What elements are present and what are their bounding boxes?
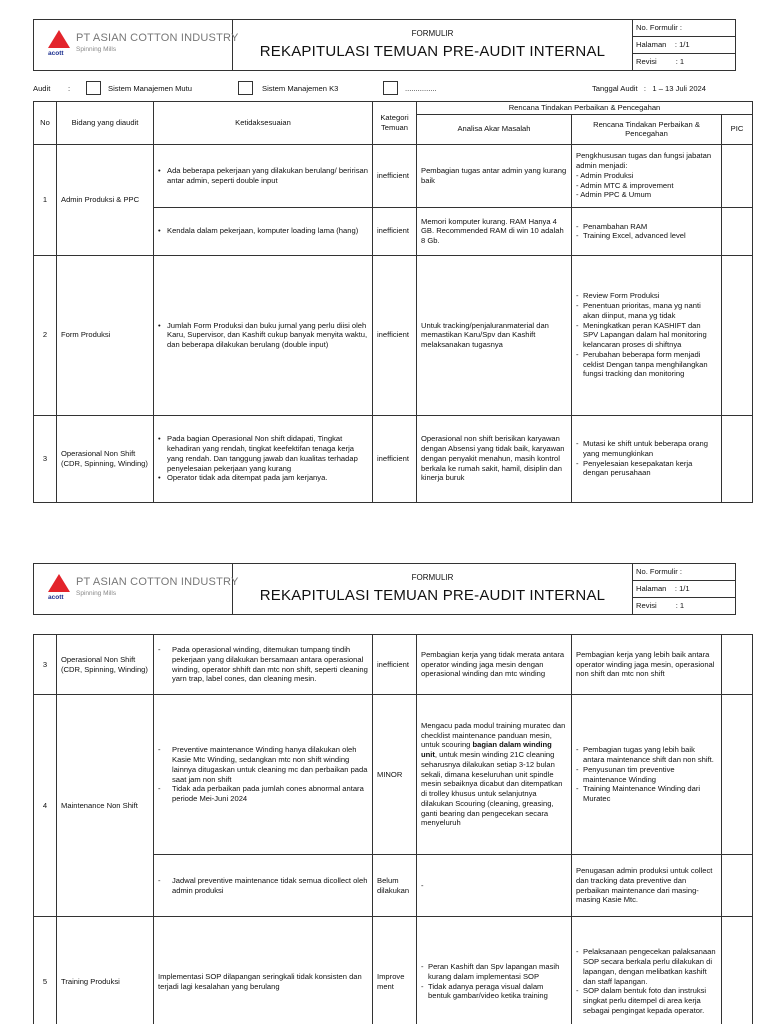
row-bidang: Operasional Non Shift (CDR, Spinning, Winding) — [57, 635, 154, 695]
row-analisa: Operasional non shift berisikan karyawan dengan Absensi yang tidak baik, karyawan dengan penyakit menahun, masih kontrol berkala ke rumah sakit, hamil, disiplin dan kinerja buruk — [417, 415, 572, 502]
table-row — [34, 415, 753, 502]
row-rencana — [572, 207, 722, 255]
list-item: - Training Excel, advanced level — [576, 231, 717, 241]
row-pic — [722, 917, 753, 1024]
row-kategori: inefficient — [373, 415, 417, 502]
list-item: - Tidak ada perbaikan pada jumlah cones abnormal antara periode Mei-Juni 2024 — [158, 784, 368, 803]
row-ketidaksesuaian — [154, 855, 373, 917]
row-ketidaksesuaian — [154, 415, 373, 502]
row-analisa: - — [417, 855, 572, 917]
company-logo — [34, 20, 239, 71]
revisi-field — [633, 54, 736, 71]
row-analisa: Pembagian tugas antar admin yang kurang baik — [417, 144, 572, 207]
analisa-text: Mengacu pada modul training muratec dan checklist maintenance panduan mesin, untuk scouring — [421, 721, 566, 750]
row-kategori: Improve ment — [373, 917, 417, 1024]
header-kategori: Kategori Temuan — [373, 102, 417, 145]
company-name: PT ASIAN COTTON INDUSTRY — [76, 32, 239, 44]
row-bidang: Admin Produksi & PPC — [57, 144, 154, 255]
list-item: Pengkhususan tugas dan fungsi jabatan admin menjadi: — [576, 151, 712, 171]
analisa-bold: bagian dalam winding unit — [421, 740, 552, 760]
company-sub: Spinning Mills — [76, 46, 117, 53]
row-rencana: Penugasan admin produksi untuk collect dan tracking data preventive dan perbaikan maintenance dari masing-masing Kasie Mtc. — [572, 855, 722, 917]
list-item: - SOP dalam bentuk foto dan instruksi singkat perlu ditempel di area kerja sebagai pengingat kepada operator. — [576, 986, 717, 1015]
opt-other-label: ............... — [405, 84, 437, 93]
row-no: 4 — [34, 695, 57, 917]
list-item: - Admin MTC & improvement — [576, 180, 674, 190]
row-pic — [722, 855, 753, 917]
row-rencana — [572, 144, 722, 207]
checkbox-mutu[interactable] — [86, 81, 101, 95]
list-item: • Operator tidak ada ditempat pada jam kerjanya. — [158, 473, 368, 483]
row-analisa — [417, 695, 572, 855]
form-title-cell — [233, 564, 633, 615]
header-rencana-group: Rencana Tindakan Perbaikan & Pencegahan — [417, 102, 753, 115]
form-caption: FORMULIR — [411, 29, 454, 39]
row-kategori: inefficient — [373, 635, 417, 695]
row-bidang: Form Produksi — [57, 255, 154, 415]
list-item: - Pelaksanaan pengecekan palaksanaan SOP secara berkala perlu dilakukan di lapangan, dengan melibatkan kashift dan staff lapangan. — [576, 947, 717, 986]
row-rencana — [572, 695, 722, 855]
row-rencana — [572, 415, 722, 502]
company-sub: Spinning Mills — [76, 590, 117, 597]
row-ketidaksesuaian — [154, 144, 373, 207]
row-analisa — [417, 917, 572, 1024]
halaman-value: : 1/1 — [674, 584, 690, 594]
no-formulir: No. Formulir : — [633, 20, 736, 37]
findings-table-page2 — [33, 634, 753, 1024]
halaman-field — [633, 581, 736, 598]
logo-triangle-icon — [48, 30, 70, 48]
row-no: 5 — [34, 917, 57, 1024]
revisi-label: Revisi — [636, 57, 657, 67]
logo-mark: acott — [48, 594, 64, 601]
header-no: No — [34, 102, 57, 145]
row-ketidaksesuaian: Implementasi SOP dilapangan seringkali tidak konsisten dan terjadi lagi kesalahan yang berulang — [154, 917, 373, 1024]
row-ketidaksesuaian — [154, 695, 373, 855]
table-row — [34, 144, 753, 207]
list-item: - Penyusunan tim preventive maintenance Winding — [576, 765, 717, 784]
list-item: - Training Maintenance Winding dari Muratec — [576, 784, 717, 803]
row-pic — [722, 695, 753, 855]
revisi-field — [633, 598, 736, 615]
table-row — [34, 255, 753, 415]
table-row — [34, 695, 753, 855]
form-header — [33, 19, 736, 71]
list-item: - Jadwal preventive maintenance tidak semua dicollect oleh admin produksi — [158, 876, 368, 895]
row-ketidaksesuaian — [154, 207, 373, 255]
form-title: REKAPITULASI TEMUAN PRE-AUDIT INTERNAL — [259, 42, 606, 60]
tanggal-audit: Tanggal Audit : 1 – 13 Juli 2024 — [592, 84, 706, 93]
audit-label: Audit — [33, 84, 51, 93]
row-pic — [722, 635, 753, 695]
halaman-field — [633, 37, 736, 54]
row-kategori: inefficient — [373, 255, 417, 415]
revisi-label: Revisi — [636, 601, 657, 611]
header-rencana: Rencana Tindakan Perbaikan & Pencegahan — [572, 114, 722, 144]
form-title-cell — [233, 20, 633, 71]
row-no: 1 — [34, 144, 57, 255]
list-item: • Jumlah Form Produksi dan buku jurnal yang perlu diisi oleh Karu, Supervisor, dan Kashift cukup banyak menyita waktu, dan beberapa dilakukan berulang (double input) — [158, 321, 368, 350]
row-bidang: Operasional Non Shift (CDR, Spinning, Winding) — [57, 415, 154, 502]
list-item: • Kendala dalam pekerjaan, komputer loading lama (hang) — [158, 226, 368, 236]
opt-mutu-label: Sistem Manajemen Mutu — [108, 84, 192, 93]
row-bidang: Training Produksi — [57, 917, 154, 1024]
header-ketidaksesuaian: Ketidaksesuaian — [154, 102, 373, 145]
row-rencana — [572, 917, 722, 1024]
row-ketidaksesuaian — [154, 635, 373, 695]
row-analisa: Memori komputer kurang. RAM Hanya 4 GB. Recommended RAM di win 10 adalah 8 Gb. — [417, 207, 572, 255]
findings-table-page1 — [33, 101, 753, 503]
row-pic — [722, 255, 753, 415]
opt-k3-label: Sistem Manajemen K3 — [262, 84, 339, 93]
row-bidang: Maintenance Non Shift — [57, 695, 154, 917]
row-no: 3 — [34, 415, 57, 502]
row-no: 3 — [34, 635, 57, 695]
checkbox-other[interactable] — [383, 81, 398, 95]
analisa-text: , untuk mesin winding 21C cleaning seharusnya dilakukan setiap 3-12 bulan sekali, dimana keseluruhan unit spindle mesin sebaiknya dicabut dan ditempatkan di trolley khusus untuk selanjutnya dilakukan Scouring (cleaning, greasing, ganti bearing dan pengecekan secara menyeluruh — [421, 750, 563, 828]
table-row — [34, 917, 753, 1024]
form-caption: FORMULIR — [411, 573, 454, 583]
row-kategori: inefficient — [373, 144, 417, 207]
logo-mark: acott — [48, 50, 64, 57]
header-analisa: Analisa Akar Masalah — [417, 114, 572, 144]
row-rencana: Pembagian kerja yang lebih baik antara operator winding jaga mesin, operasional non shift dan mtc non shift — [572, 635, 722, 695]
halaman-label: Halaman — [636, 584, 667, 594]
list-item: - Perubahan beberapa form menjadi ceklist Dengan tanpa menghilangkan fungsi tracking dan monitoring — [576, 350, 717, 379]
header-pic: PIC — [722, 114, 753, 144]
row-no: 2 — [34, 255, 57, 415]
row-rencana — [572, 255, 722, 415]
list-item: - Meningkatkan peran KASHIFT dan SPV Lapangan dalam hal monitoring kelancaran proses di shiftnya — [576, 321, 717, 350]
halaman-value: : 1/1 — [674, 40, 690, 50]
list-item: - Pembagian tugas yang lebih baik antara maintenance shift dan non shift. — [576, 745, 717, 764]
no-formulir: No. Formulir : — [633, 564, 736, 581]
list-item: - Peran Kashift dan Spv lapangan masih kurang dalam implementasi SOP — [421, 962, 567, 981]
list-item: - Admin Produksi — [576, 170, 634, 180]
form-header-page2 — [33, 563, 736, 615]
row-kategori: inefficient — [373, 207, 417, 255]
list-item: - Penambahan RAM — [576, 222, 717, 232]
row-kategori: Belum dilakukan — [373, 855, 417, 917]
row-analisa: Pembagian kerja yang tidak merata antara operator winding jaga mesin dengan operasional winding dan mtc winding — [417, 635, 572, 695]
row-ketidaksesuaian — [154, 255, 373, 415]
list-item: - Preventive maintenance Winding hanya dilakukan oleh Kasie Mtc Winding, sedangkan mtc non shift winding lainnya ditugaskan untuk cleaning mc dan perbaikan pada saat jam non shift — [158, 745, 368, 784]
list-item: • Ada beberapa pekerjaan yang dilakukan berulang/ beririsan antar admin, seperti double input — [158, 166, 368, 185]
list-item: - Review Form Produksi — [576, 291, 717, 301]
list-item: - Penentuan prioritas, mana yg nanti akan diinput, mana yg tidak — [576, 301, 717, 320]
list-item: - Mutasi ke shift untuk beberapa orang yang memungkinkan — [576, 439, 717, 458]
header-bidang: Bidang yang diaudit — [57, 102, 154, 145]
row-analisa: Untuk tracking/penjaluranmaterial dan memastikan Karu/Spv dan Kashift melaksanakan tugasnya — [417, 255, 572, 415]
revisi-value: : 1 — [675, 601, 685, 611]
list-item: • Pada bagian Operasional Non shift didapati, Tingkat kehadiran yang rendah, tingkat keefektifan tenaga kerja yang rendah. Dan tanggung jawab dan kualitas terhadap penyelesaian pekerjaan yang kurang — [158, 434, 368, 473]
revisi-value: : 1 — [675, 57, 685, 67]
row-pic — [722, 207, 753, 255]
list-item: - Pada operasional winding, ditemukan tumpang tindih pekerjaan yang dilakukan bersamaan antara operasional winding, operator shhift dan mtc non shift, seperti cleaning yarn trap, label cones, dan cleaning mesin. — [158, 645, 368, 684]
list-item: - Tidak adanya peraga visual dalam bentuk gambar/video ketika training — [421, 982, 567, 1001]
company-logo — [34, 564, 239, 615]
row-kategori: MINOR — [373, 695, 417, 855]
company-name: PT ASIAN COTTON INDUSTRY — [76, 576, 239, 588]
form-title: REKAPITULASI TEMUAN PRE-AUDIT INTERNAL — [259, 586, 606, 604]
list-item: - Admin PPC & Umum — [576, 190, 652, 200]
table-row — [34, 635, 753, 695]
logo-triangle-icon — [48, 574, 70, 592]
row-pic — [722, 144, 753, 207]
checkbox-k3[interactable] — [238, 81, 253, 95]
audit-colon: : — [68, 84, 71, 93]
list-item: - Penyelesaian kesepakatan kerja dengan perusahaan — [576, 459, 717, 478]
halaman-label: Halaman — [636, 40, 667, 50]
row-pic — [722, 415, 753, 502]
